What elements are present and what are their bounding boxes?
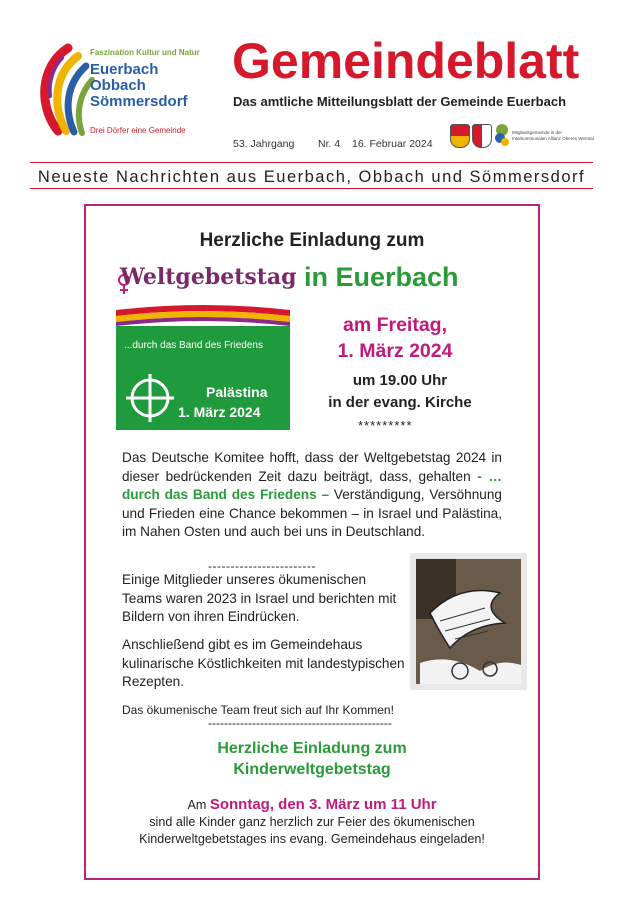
coat-of-arms-icon (472, 124, 492, 148)
paragraph-komitee: Das Deutsche Komitee hofft, dass der Weltgebetstag 2024 in dieser bedrückenden Zeit dazu beiträgt, dass, gehalten - … durch das Band des Friedens – Verständigung, Versöhnung und Frieden eine Chance bekommen – in Israel und Palästina, im Nahen Osten und auch bei uns in Deutschland. (122, 450, 502, 539)
alliance-text: Mitgliedsgemeinde in der Interkommunalen Allianz Oberes Werntal (512, 130, 594, 141)
volume: 53. Jahrgang (233, 138, 295, 150)
graphic-country: Palästina (206, 384, 268, 400)
paragraph-team: Einige Mitglieder unseres ökumenischen Teams waren 2023 in Israel und berichten mit Bildern von ihren Eindrücken. (122, 572, 397, 624)
kids-date: Sonntag, den 3. März um 11 Uhr (209, 796, 437, 813)
paragraph-team-greeting: Das ökumenische Team freut sich auf Ihr Kommen! (122, 703, 394, 717)
weltgebetstag-graphic (116, 258, 297, 430)
event-place: in Euerbach (304, 262, 459, 292)
alliance-icon (494, 122, 510, 148)
graphic-motto: ...durch das Band des Friedens (124, 340, 263, 351)
kids-paragraph: Am Sonntag, den 3. März um 11 Uhr sind alle Kinder ganz herzlich zur Feier des ökumenischen Kinderweltgebetstages ins evang. Gemeindehaus eingeladen! (139, 796, 485, 846)
logo-subline: Drei Dörfer eine Gemeinde (90, 126, 186, 135)
divider-long: ---------------------------------------------- (208, 716, 392, 730)
dove-sculpture-photo (410, 553, 527, 690)
divider-short: ------------------------ (208, 559, 316, 573)
invitation-heading: Herzliche Einladung zum (199, 230, 425, 251)
tagline: Neueste Nachrichten aus Euerbach, Obbach und Sömmersdorf (37, 168, 586, 186)
bottom-rule (30, 188, 593, 189)
event-time: um 19.00 Uhr in der evang. Kirche (328, 372, 472, 411)
graphic-date: 1. März 2024 (178, 404, 261, 420)
alliance-logos (450, 120, 595, 150)
coat-of-arms-icon (450, 124, 470, 148)
issue-number: Nr. 4 (318, 138, 341, 150)
kids-heading: Herzliche Einladung zum Kinderweltgebetstag (217, 740, 407, 778)
top-rule (30, 162, 593, 163)
paragraph-food: Anschließend gibt es im Gemeindehaus kulinarische Köstlichkeiten mit landestypischen Rezepten. (122, 637, 405, 689)
logo-line-euerbach: Euerbach (90, 61, 159, 78)
stars-divider: ********* (358, 418, 413, 433)
masthead-subtitle: Das amtliche Mitteilungsblatt der Gemeinde Euerbach (233, 94, 567, 109)
motto-highlight: - … durch das Band des Friedens – (122, 468, 502, 502)
event-date: am Freitag, 1. März 2024 (337, 314, 453, 362)
logo-line-obbach: Obbach (90, 77, 146, 94)
issue-date: 16. Februar 2024 (352, 138, 433, 150)
logo-line-soemmersdorf: Sömmersdorf (90, 93, 188, 110)
masthead-title: Gemeindeblatt (232, 33, 580, 89)
logo-tagline: Faszination Kultur und Natur (90, 48, 200, 57)
graphic-title: Weltgebetstag (120, 264, 297, 290)
